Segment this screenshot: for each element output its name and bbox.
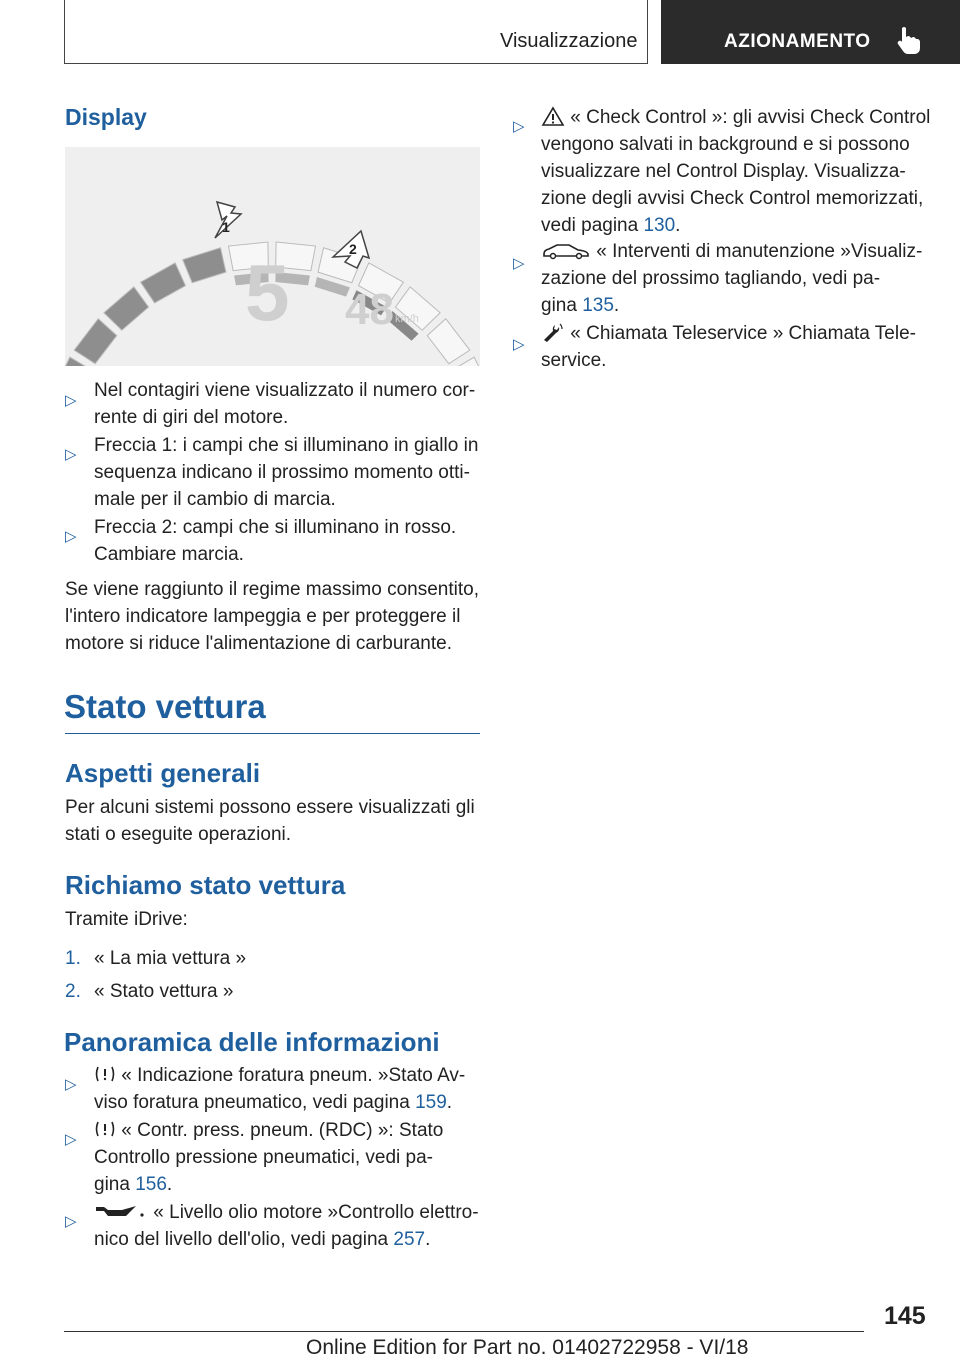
bullet-3: Freccia 2: campi che si illuminano in rosso. Cambiare marcia. xyxy=(94,517,457,565)
page-link[interactable]: 159 xyxy=(415,1092,447,1113)
bullet-2: Freccia 1: i campi che si illuminano in giallo in sequenza indicano il prossimo momento otti- male per il cambio di marcia. xyxy=(94,435,479,510)
info-item-teleservice: « Chiamata Teleservice » Chiamata Tele- service. xyxy=(541,323,916,371)
bullet-icon: ▷ xyxy=(65,392,77,409)
footer-edition: Online Edition for Part no. 01402722958 - VI/18 xyxy=(306,1336,749,1359)
info-item-tire-puncture: « Indicazione foratura pneum. »Stato Av- viso foratura pneumatico, vedi pagina 159. xyxy=(94,1065,466,1113)
step-text: « La mia vettura » xyxy=(94,948,247,969)
info-item-oil-level: « Livello olio motore »Controllo elettro- nico del livello dell'olio, vedi pagina 257. xyxy=(94,1202,479,1250)
figure-gear: 5 xyxy=(245,248,290,337)
bullet-1: Nel contagiri viene visualizzato il numero cor- rente di giri del motore. xyxy=(94,380,476,428)
pointing-hand-icon xyxy=(896,26,922,54)
bullet-icon: ▷ xyxy=(65,446,77,463)
tire-pressure-icon xyxy=(94,1119,116,1139)
arrow-2-label: 2 xyxy=(349,241,357,257)
warning-triangle-icon xyxy=(541,106,565,126)
rev-counter-figure xyxy=(65,147,480,366)
bullet-icon: ▷ xyxy=(513,118,525,135)
step-number: 2. xyxy=(65,981,81,1002)
car-service-icon xyxy=(541,242,591,260)
step-number: 1. xyxy=(65,948,81,969)
figure-speed: 48 xyxy=(345,285,394,334)
aspetti-heading: Aspetti generali xyxy=(65,758,261,788)
page-link[interactable]: 130 xyxy=(643,215,676,236)
bullet-icon: ▷ xyxy=(65,1213,77,1230)
bullet-icon: ▷ xyxy=(513,255,525,272)
figure-speed-unit: km/h xyxy=(395,313,419,325)
page-link[interactable]: 257 xyxy=(393,1229,426,1250)
tire-warning-icon xyxy=(94,1064,116,1084)
bullet-icon: ▷ xyxy=(65,1076,77,1093)
aspetti-text: Per alcuni sistemi possono essere visualizzati gli stati o eseguite operazioni. xyxy=(65,797,475,845)
wrench-signal-icon xyxy=(541,322,565,342)
page-number: 145 xyxy=(884,1302,926,1330)
info-item-tire-pressure: « Contr. press. pneum. (RDC) »: Stato Controllo pressione pneumatici, vedi pa- gina 156. xyxy=(94,1120,444,1195)
page-link[interactable]: 135 xyxy=(582,295,614,316)
bullet-icon: ▷ xyxy=(513,336,525,353)
paragraph-max-rpm: Se viene raggiunto il regime massimo consentito, l'intero indicatore lampeggia e per proteggere il motore si riduce l'alimentazione di carburante. xyxy=(65,579,479,654)
bullet-icon: ▷ xyxy=(65,528,77,545)
info-item-check-control: « Check Control »: gli avvisi Check Control vengono salvati in background e si possono visualizzare nel Control Display. Visualizza- zione degli avvisi Check Control memorizzati, vedi pagina 130. xyxy=(541,107,931,236)
display-heading: Display xyxy=(65,104,147,130)
heading-rule xyxy=(65,733,480,734)
page-link[interactable]: 156 xyxy=(135,1174,167,1195)
step-text: « Stato vettura » xyxy=(94,981,234,1002)
panoramica-heading: Panoramica delle informazioni xyxy=(64,1027,440,1057)
header-tab-label: Visualizzazione xyxy=(500,30,638,52)
header-section-label: AZIONAMENTO xyxy=(724,31,871,52)
richiamo-heading: Richiamo stato vettura xyxy=(65,870,346,900)
arrow-1-label: 1 xyxy=(222,219,230,235)
richiamo-intro: Tramite iDrive: xyxy=(65,909,188,930)
bullet-icon: ▷ xyxy=(65,1131,77,1148)
footer-rule xyxy=(64,1331,864,1332)
stato-vettura-heading: Stato vettura xyxy=(64,688,266,725)
info-item-maintenance: « Interventi di manutenzione »Visualiz- zazione del prossimo tagliando, vedi pa- gina 135. xyxy=(541,241,923,316)
oil-can-icon xyxy=(94,1203,148,1221)
